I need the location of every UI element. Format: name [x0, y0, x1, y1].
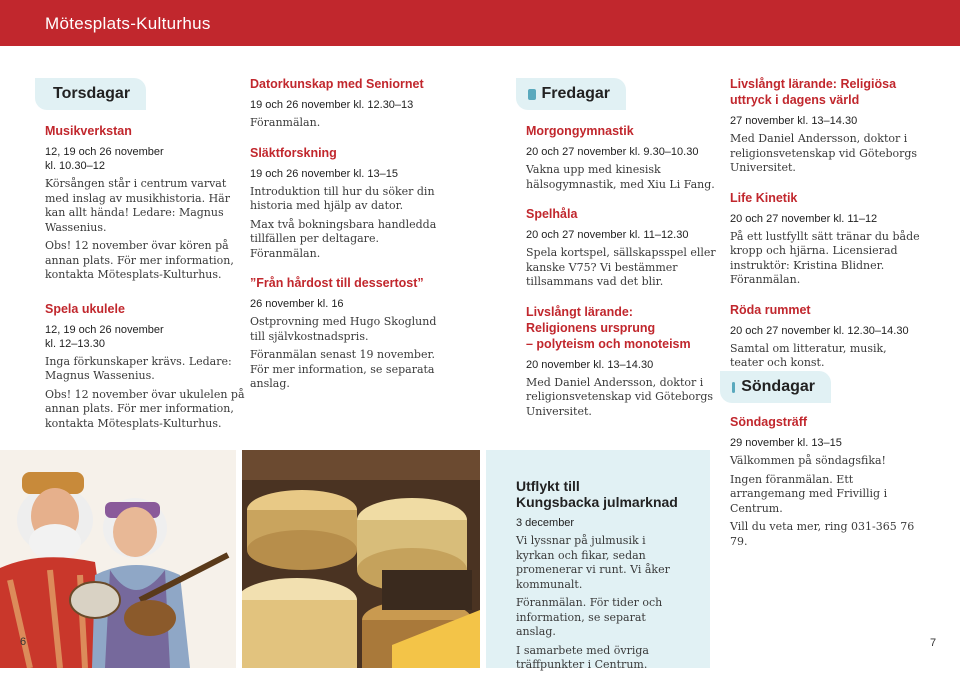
header-bar: [0, 0, 960, 46]
event-text: Max två bokningsbara handledda tillfällen per deltagare. Föranmälan.: [250, 217, 437, 260]
event-date: 29 november kl. 13–15: [730, 437, 842, 449]
event-date: 20 november kl. 13–14.30: [526, 358, 654, 371]
event-text: Med Daniel Andersson, doktor i religionsvetenskap vid Göteborgs Universitet.: [730, 132, 918, 174]
square-icon: [732, 382, 735, 393]
right-column-1: [526, 123, 716, 419]
event-title: Musikverkstan: [45, 124, 132, 138]
event-title: Livslångt lärande: Religiösa uttryck i dagens värld: [730, 77, 897, 107]
day-label: Fredagar: [541, 85, 610, 102]
event-title: Röda rummet: [730, 302, 811, 317]
event-text: Samtal om litteratur, musik, teater och konst.: [730, 341, 887, 369]
event-text: Föranmälan.: [250, 116, 321, 129]
event-title: Spelhåla: [526, 207, 578, 221]
event-title: Söndagsträff: [730, 415, 808, 429]
box-text: Föranmälan. För tider och information, se separat anslag.: [516, 596, 663, 638]
right-column-2: [730, 76, 920, 371]
box-text: Vi lyssnar på julmusik i kyrkan och fikar, sedan promenerar vi runt. Vi åker kommunalt.: [516, 534, 670, 591]
event-text: Föranmälan senast 19 november. För mer information, se separata anslag.: [250, 348, 436, 390]
box-date: 3 december: [516, 517, 575, 529]
event-date: 19 och 26 november kl. 13–15: [250, 167, 398, 180]
event-date: 12, 19 och 26 november kl. 10.30–12: [45, 146, 164, 172]
event-text: Välkommen på söndagsfika!: [730, 454, 886, 467]
box-title: Utflykt till Kungsbacka julmarknad: [516, 478, 678, 510]
day-pill-thursday: [35, 78, 146, 110]
cheese-photo: [242, 450, 480, 668]
event-date: 20 och 27 november kl. 9.30–10.30: [526, 146, 699, 158]
event-date: 20 och 27 november kl. 11–12.30: [526, 229, 689, 241]
event-text: Obs! 12 november övar kören på annan plats. För mer information, kontakta Mötesplats-Kulturhus.: [45, 239, 234, 281]
event-text: Körsången står i centrum varvat med inslag av musikhistoria. Här kan allt hända! Ledare: Magnus Wassenius.: [45, 177, 230, 234]
middle-column: [250, 76, 450, 392]
page-number-right: 7: [930, 637, 937, 649]
event-text: Med Daniel Andersson, doktor i religionsvetenskap vid Göteborgs Universitet.: [526, 375, 714, 418]
event-text: Spela kortspel, sällskapsspel eller kanske V75? Vi bestämmer tillsammans vad det blir.: [526, 246, 716, 288]
square-icon: [528, 89, 536, 100]
day-pill-sunday: [720, 371, 831, 403]
musicians-photo: [0, 450, 236, 668]
event-date: 26 november kl. 16: [250, 298, 344, 310]
event-text: Vill du veta mer, ring 031-365 76 79.: [730, 520, 915, 548]
event-title: Släktforskning: [250, 145, 337, 160]
event-text: Vakna upp med kinesisk hälsogymnastik, med Xiu Li Fang.: [526, 163, 715, 191]
event-text: Ostprovning med Hugo Skoglund till självkostnadspris.: [250, 315, 437, 343]
page-title: Mötesplats-Kulturhus: [45, 14, 211, 33]
event-title: Spela ukulele: [45, 301, 125, 316]
day-label: Torsdagar: [53, 85, 131, 102]
event-date: 12, 19 och 26 november kl. 12–13.30: [45, 323, 164, 350]
event-text: Introduktion till hur du söker din historia med hjälp av dator.: [250, 184, 435, 212]
event-date: 20 och 27 november kl. 11–12: [730, 212, 878, 225]
event-title: ”Från hårdost till dessertost”: [250, 276, 424, 290]
event-text: Obs! 12 november övar ukulelen på annan plats. För mer information, kontakta Mötesplats-Kulturhus.: [45, 387, 245, 430]
event-text: På ett lustfyllt sätt tränar du både kropp och hjärna. Licensierad instruktör: Kristina Blidner. Föranmälan.: [730, 229, 920, 286]
sunday-section: [730, 414, 920, 549]
event-title: Life Kinetik: [730, 190, 798, 205]
event-title: Morgongymnastik: [526, 124, 634, 138]
page-number-left: 6: [20, 636, 27, 648]
box-text: I samarbete med övriga träffpunkter i Centrum.: [516, 643, 649, 671]
event-title: Datorkunskap med Seniornet: [250, 77, 424, 91]
event-date: 20 och 27 november kl. 12.30–14.30: [730, 324, 909, 337]
day-label: Söndagar: [741, 378, 815, 395]
day-pill-friday: [516, 78, 626, 110]
event-text: Inga förkunskaper krävs. Ledare: Magnus Wassenius.: [45, 354, 232, 382]
event-date: 27 november kl. 13–14.30: [730, 115, 858, 127]
left-column: [45, 123, 245, 431]
excursion-box: [486, 450, 710, 671]
event-title: Livslångt lärande: Religionens ursprung – polyteism och monoteism: [526, 304, 691, 351]
event-date: 19 och 26 november kl. 12.30–13: [250, 99, 414, 111]
event-text: Ingen föranmälan. Ett arrangemang med Frivillig i Centrum.: [730, 472, 888, 515]
